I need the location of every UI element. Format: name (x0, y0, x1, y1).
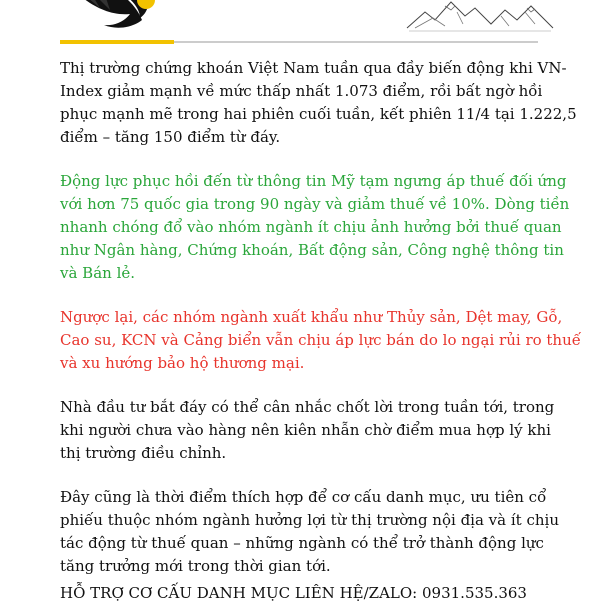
text-line: điểm – tăng 150 điểm từ đáy. (60, 128, 281, 146)
text-line: với hơn 75 quốc gia trong 90 ngày và giảm thuế về 10%. Dòng tiền (60, 195, 570, 213)
text-line: Nhà đầu tư bắt đáy có thể cân nhắc chốt lời trong tuần tới, trong (60, 398, 555, 416)
text-line: Index giảm mạnh về mức thấp nhất 1.073 điểm, rồi bất ngờ hồi (60, 82, 543, 100)
article-body (60, 57, 581, 599)
contact-line: HỖ TRỢ CƠ CẤU DANH MỤC LIÊN HỆ/ZALO: 0931.535.363 (60, 584, 527, 602)
text-line: thị trường điều chỉnh. (60, 444, 227, 462)
paragraph-export-sectors (60, 306, 581, 375)
paragraph-portfolio-restructure (60, 486, 570, 578)
text-line: Đây cũng là thời điểm thích hợp để cơ cấu danh mục, ưu tiên cổ (60, 488, 547, 506)
text-line: tăng trưởng mới trong thời gian tới. (60, 557, 331, 575)
text-line: Thị trường chứng khoán Việt Nam tuần qua đầy biến động khi VN- (60, 59, 567, 77)
text-line: và Bán lẻ. (60, 264, 136, 282)
eagle-logo-icon (70, 0, 180, 32)
mountain-sketch-icon (405, 0, 555, 34)
text-line: phiếu thuộc nhóm ngành hưởng lợi từ thị trường nội địa và ít chịu (60, 511, 559, 529)
text-line: như Ngân hàng, Chứng khoán, Bất động sản, Công nghệ thông tin (60, 241, 564, 259)
text-line: nhanh chóng đổ vào nhóm ngành ít chịu ảnh hưởng bởi thuế quan (60, 218, 562, 236)
text-line: Ngược lại, các nhóm ngành xuất khẩu như Thủy sản, Dệt may, Gỗ, (60, 308, 563, 326)
paragraph-investor-advice (60, 396, 570, 465)
header-accent-rule (60, 40, 174, 44)
paragraph-recovery-drivers (60, 170, 570, 285)
text-line: khi người chưa vào hàng nên kiên nhẫn chờ điểm mua hợp lý khi (60, 421, 551, 439)
text-line: phục mạnh mẽ trong hai phiên cuối tuần, kết phiên 11/4 tại 1.222,5 (60, 105, 577, 123)
paragraph-market-summary (60, 57, 577, 149)
text-line: và xu hướng bảo hộ thương mại. (60, 354, 305, 372)
header-divider (174, 41, 538, 43)
text-line: Cao su, KCN và Cảng biển vẫn chịu áp lực bán do lo ngại rủi ro thuế (60, 331, 581, 349)
text-line: tác động từ thuế quan – những ngành có thể trở thành động lực (60, 534, 544, 552)
text-line: Động lực phục hồi đến từ thông tin Mỹ tạm ngưng áp thuế đối ứng (60, 172, 567, 190)
